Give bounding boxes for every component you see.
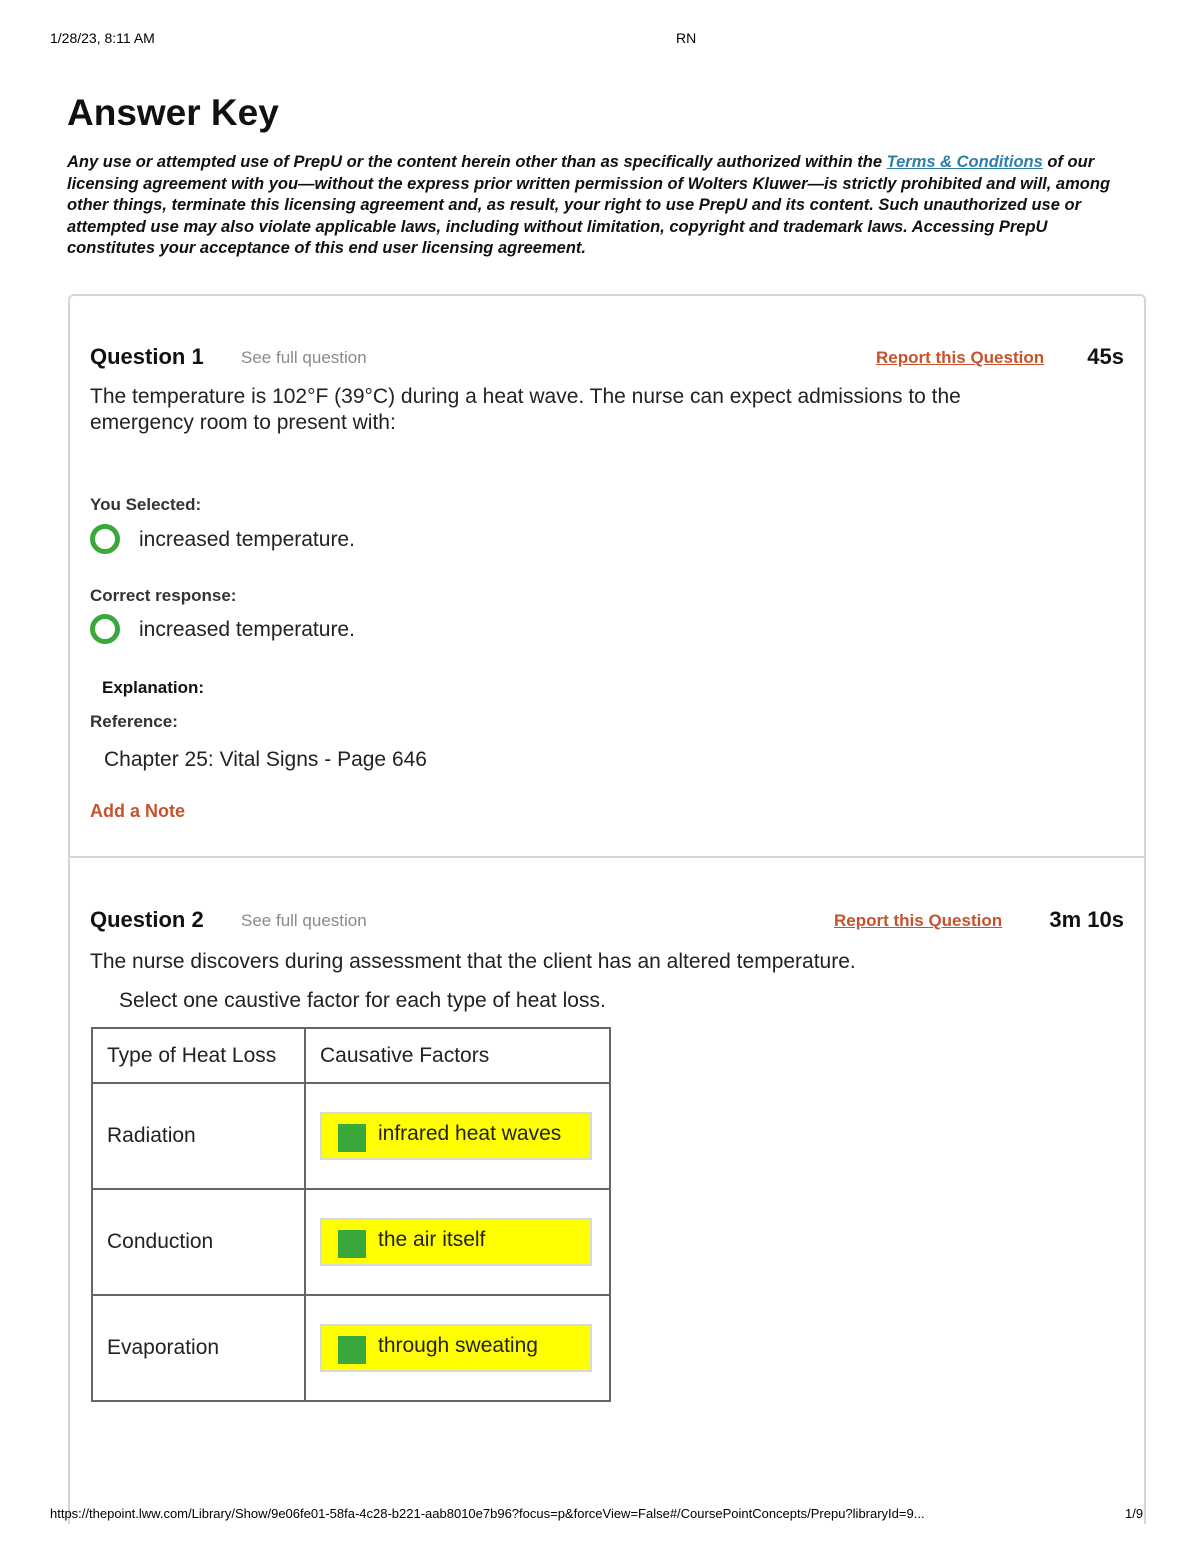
causative-factor-cell <box>305 1083 610 1189</box>
correct-answer-text: increased temperature. <box>139 618 355 641</box>
table-header-row <box>92 1028 610 1083</box>
selected-answer-text: increased temperature. <box>139 528 355 551</box>
question-1-header <box>90 344 1124 374</box>
question-number: Question 2 <box>90 907 204 932</box>
you-selected-label: You Selected: <box>90 495 202 514</box>
question-instruction: Select one caustive factor for each type of heat loss. <box>119 989 606 1012</box>
correct-square-icon <box>338 1124 366 1152</box>
report-question-link[interactable]: Report this Question <box>876 348 1045 367</box>
terms-conditions-link[interactable]: Terms & Conditions <box>886 153 1043 171</box>
add-note-link[interactable]: Add a Note <box>90 801 186 821</box>
question-text: The temperature is 102°F (39°C) during a heat wave. The nurse can expect admissions to the emergency room to present with: <box>90 385 961 434</box>
question-divider <box>70 856 1144 858</box>
report-question-link[interactable]: Report this Question <box>834 911 1003 930</box>
table-row <box>92 1295 610 1401</box>
correct-square-icon <box>338 1230 366 1258</box>
table-header-cell: Type of Heat Loss <box>92 1028 305 1083</box>
answer-chip <box>320 1218 592 1266</box>
causative-factor: through sweating <box>378 1334 538 1357</box>
answer-card <box>68 294 1146 1524</box>
answer-chip <box>320 1112 592 1160</box>
reference-label: Reference: <box>90 712 178 731</box>
question-text: The nurse discovers during assessment that the client has an altered temperature. <box>90 950 856 973</box>
see-full-question-link[interactable]: See full question <box>241 348 367 367</box>
question-time: 45s <box>1087 344 1124 369</box>
correct-square-icon <box>338 1336 366 1364</box>
causative-factor-cell <box>305 1295 610 1401</box>
print-page-number: 1/9 <box>1125 1506 1144 1521</box>
license-text-before: Any use or attempted use of PrepU or the content herein other than as specifically authorized within the <box>67 153 887 171</box>
heat-loss-type: Conduction <box>92 1189 305 1295</box>
explanation-label: Explanation: <box>102 678 205 697</box>
question-2-header <box>90 907 1124 937</box>
table-header-cell: Causative Factors <box>305 1028 610 1083</box>
question-number: Question 1 <box>90 344 204 369</box>
correct-ring-icon <box>90 524 120 554</box>
answer-chip <box>320 1324 592 1372</box>
correct-response-label: Correct response: <box>90 586 237 605</box>
question-time: 3m 10s <box>1049 907 1124 932</box>
heat-loss-type: Evaporation <box>92 1295 305 1401</box>
heat-loss-table <box>91 1027 611 1402</box>
license-text-after: of our licensing agreement with you—without the express prior written permission of Wolters Kluwer—is strictly prohibited and will, among other things, terminate this licensing agreement and, as result, your right to use PrepU and its content. Such unauthorized use or attempted use may also violate applicable laws, including without limitation, copyright and trademark laws. Accessing PrepU constitutes your acceptance of this end user licensing agreement. <box>67 153 1111 257</box>
print-datetime: 1/28/23, 8:11 AM <box>50 30 155 46</box>
print-title: RN <box>676 30 697 46</box>
see-full-question-link[interactable]: See full question <box>241 911 367 930</box>
table-row <box>92 1189 610 1295</box>
print-url: https://thepoint.lww.com/Library/Show/9e06fe01-58fa-4c28-b221-aab8010e7b96?focus=p&forceView=False#/CoursePointConcepts/Prepu?libraryId=9... <box>50 1506 925 1521</box>
heat-loss-type: Radiation <box>92 1083 305 1189</box>
page-title: Answer Key <box>67 92 279 133</box>
reference-text: Chapter 25: Vital Signs - Page 646 <box>104 748 427 771</box>
license-notice <box>67 152 1137 260</box>
table-row <box>92 1083 610 1189</box>
causative-factor: infrared heat waves <box>378 1122 562 1145</box>
correct-ring-icon <box>90 614 120 644</box>
causative-factor-cell <box>305 1189 610 1295</box>
causative-factor: the air itself <box>378 1228 486 1251</box>
